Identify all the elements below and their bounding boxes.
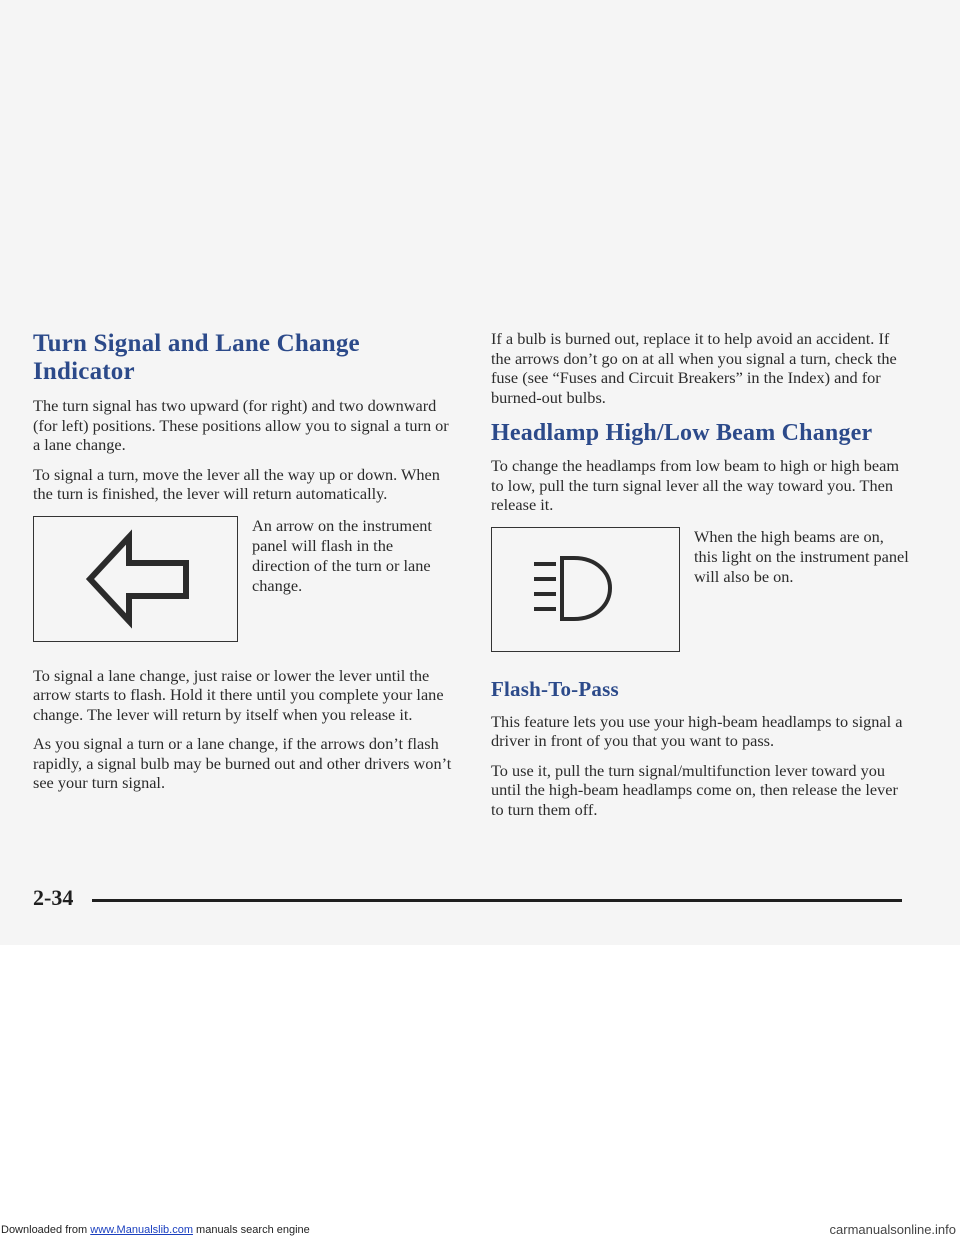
turn-arrow-figure xyxy=(33,516,453,642)
watermark-text: carmanualsonline.info xyxy=(829,1222,956,1237)
download-prefix: Downloaded from xyxy=(1,1224,91,1236)
left-arrow-icon xyxy=(34,517,237,641)
turn-signal-heading: Turn Signal and Lane Change Indicator xyxy=(33,330,360,385)
high-beam-caption: When the high beams are on, this light on the instrument panel will also be on. xyxy=(694,526,909,586)
bulb-burned-out-paragraph: If a bulb is burned out, replace it to help avoid an accident. If the arrows don’t go on at all when you signal a turn, check the fuse (see “Fuses and Circuit Breakers” in the Index) and for burned-out bulbs. xyxy=(491,329,897,407)
download-suffix: manuals search engine xyxy=(192,1224,310,1236)
footer-rule xyxy=(92,899,902,902)
flash-to-pass-heading: Flash-To-Pass xyxy=(491,676,619,701)
turn-arrow-caption: An arrow on the instrument panel will flash in the direction of the turn or lane change. xyxy=(252,515,432,595)
left-column xyxy=(33,330,453,803)
turn-arrow-figure-box xyxy=(33,516,238,642)
turn-signal-paragraph-1: The turn signal has two upward (for right) and two downward (for left) positions. These positions allow you to signal a turn or a lane change. xyxy=(33,396,449,454)
turn-signal-paragraph-3: To signal a lane change, just raise or lower the lever until the arrow starts to flash. Hold it there until you complete your lane change. The lever will return by itself when you release it. xyxy=(33,665,444,724)
turn-signal-paragraph-2: To signal a turn, move the lever all the way up or down. When the turn is finished, the lever will return automatically. xyxy=(33,464,440,503)
flash-to-pass-paragraph-2: To use it, pull the turn signal/multifunction lever toward you until the high-beam headlamps come on, then release the lever to turn them off. xyxy=(491,760,898,819)
manualslib-link[interactable]: www.Manualslib.com xyxy=(90,1224,193,1236)
flash-to-pass-paragraph-1: This feature lets you use your high-beam headlamps to signal a driver in front of you that you want to pass. xyxy=(491,711,903,750)
page-number: 2-34 xyxy=(33,885,74,910)
headlamp-beam-heading: Headlamp High/Low Beam Changer xyxy=(491,420,873,446)
high-beam-icon xyxy=(492,528,679,651)
right-column xyxy=(491,329,911,829)
high-beam-figure xyxy=(491,527,911,652)
turn-signal-paragraph-4: As you signal a turn or a lane change, if the arrows don’t flash rapidly, a signal bulb may be burned out and other drivers won’t see your turn signal. xyxy=(33,734,452,792)
download-note xyxy=(1,1220,310,1240)
download-footer xyxy=(0,1222,960,1242)
high-beam-figure-box xyxy=(491,527,680,652)
headlamp-beam-paragraph: To change the headlamps from low beam to high or high beam to low, pull the turn signal lever all the way toward you. Then release it. xyxy=(491,456,900,514)
